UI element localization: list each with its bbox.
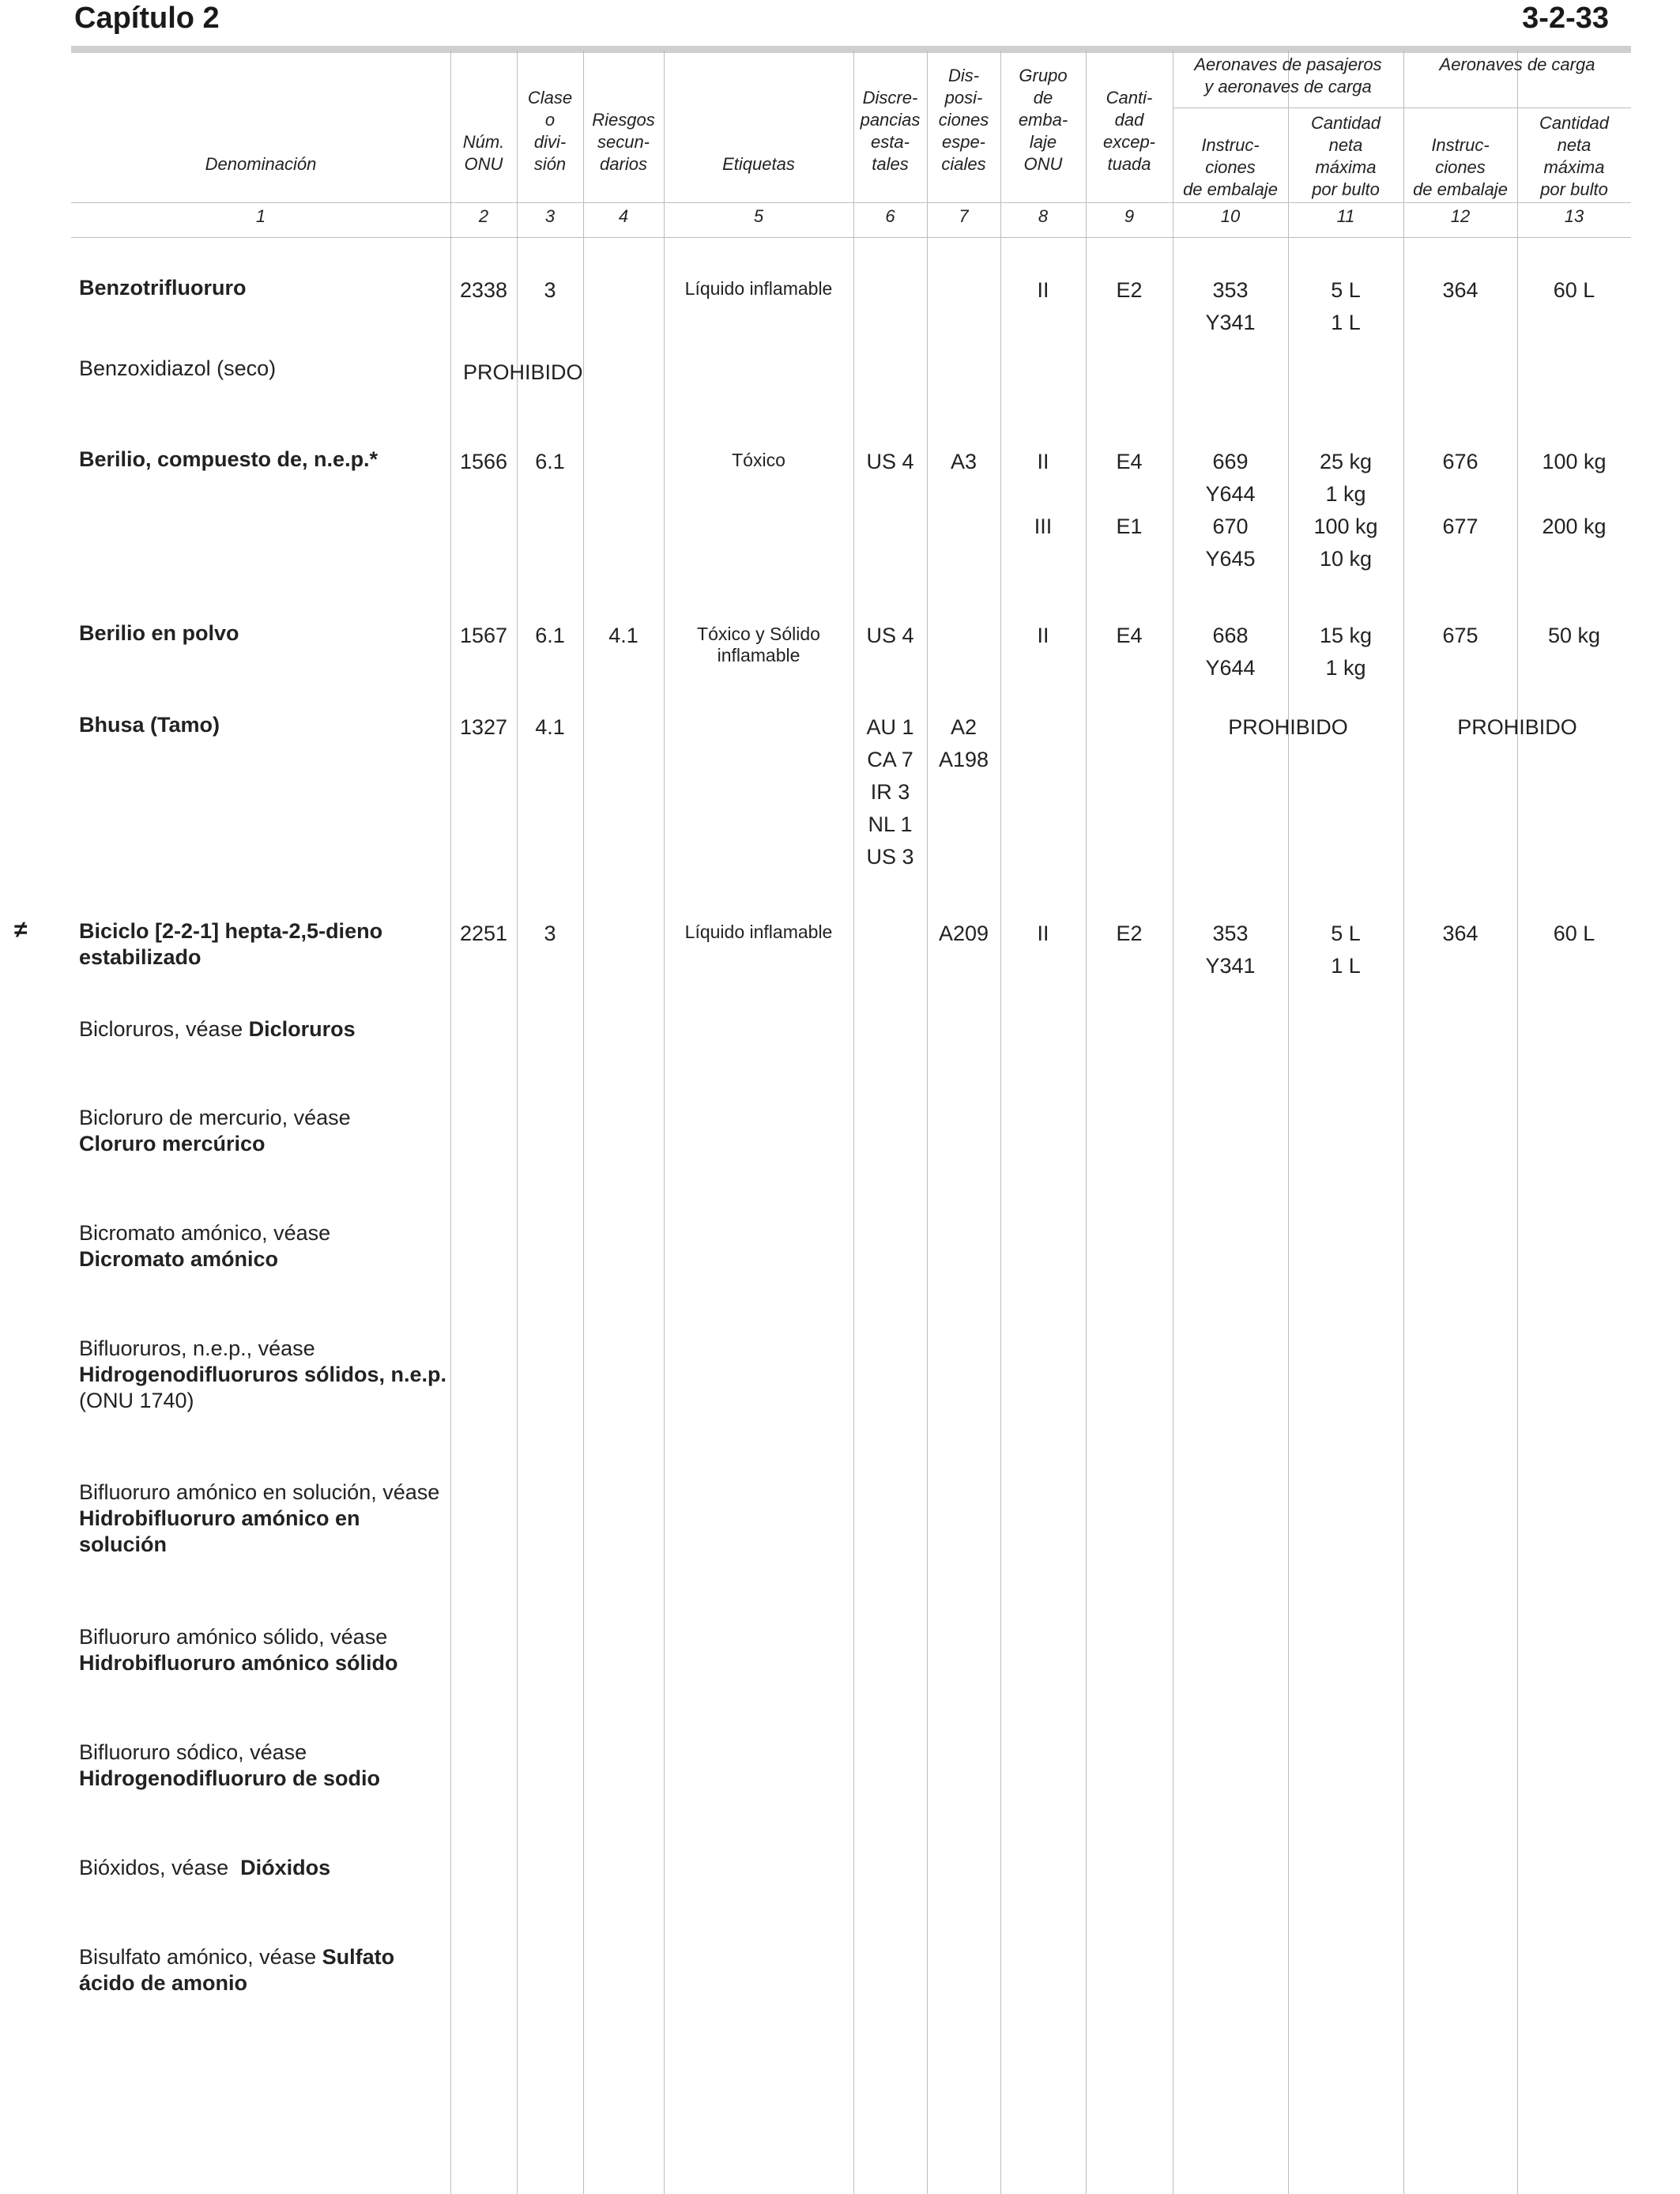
col-header-grupo: Grupo de emba- laje ONU (1018, 66, 1068, 174)
entry-name: Benzoxidiazol (seco) (79, 356, 277, 380)
col-number: 6 (885, 206, 895, 226)
cargo-prohibited-note: PROHIBIDO (1457, 715, 1577, 739)
col-number: 11 (1336, 206, 1355, 226)
pax-prohibited-note: PROHIBIDO (1228, 715, 1348, 739)
pax-packing-instruction: 669 Y644 670 Y645 (1205, 450, 1256, 571)
column-divider (1403, 51, 1404, 2194)
onu-number: 1566 (459, 450, 508, 473)
pax-packing-instruction: 353 Y341 (1205, 922, 1256, 978)
column-divider (853, 51, 854, 2194)
col-header-disposiciones: Dis- posi- ciones espe- ciales (938, 66, 989, 174)
labels-cell: Líquido inflamable (684, 922, 833, 942)
column-divider (1517, 51, 1518, 2194)
onu-number: 1567 (459, 624, 508, 647)
column-divider (664, 51, 665, 2194)
col-header-etiquetas: Etiquetas (722, 154, 795, 174)
labels-cell: Tóxico (732, 450, 785, 470)
pax-packing-instruction: 668 Y644 (1205, 624, 1256, 680)
cross-reference-entry: Bifluoruro sódico, véase Hidrogenodifluoruro de sodio (79, 1740, 380, 1790)
entry-name: Berilio, compuesto de, n.e.p.* (79, 447, 379, 471)
col-number: 13 (1564, 206, 1584, 226)
col-number: 8 (1038, 206, 1049, 226)
cargo-max-quantity: 100 kg 200 kg (1542, 450, 1607, 538)
col-header-clase: Clase o divi- sión (527, 88, 573, 174)
excepted-quantity: E4 (1116, 624, 1143, 647)
subsidiary-risk: 4.1 (608, 624, 638, 647)
special-provisions: A3 (950, 450, 977, 473)
special-provisions: A2 A198 (938, 715, 989, 771)
state-variations: US 4 (866, 450, 914, 473)
cargo-packing-instruction: 676 677 (1442, 450, 1478, 538)
header-divider (71, 237, 1631, 238)
cross-reference-entry: Bifluoruros, n.e.p., véase Hidrogenodifluoruros sólidos, n.e.p. (ONU 1740) (79, 1336, 446, 1412)
column-divider (1288, 51, 1289, 2194)
special-provisions: A209 (938, 922, 989, 945)
class-division: 6.1 (535, 624, 565, 647)
col-header-cantmax-pax: Cantidad neta máxima por bulto (1310, 113, 1381, 199)
column-divider (1086, 51, 1087, 2194)
col-header-instrucciones-cargo: Instruc- ciones de embalaje (1413, 135, 1508, 199)
col-number: 5 (753, 206, 764, 226)
col-header-cantmax-cargo: Cantidad neta máxima por bulto (1539, 113, 1610, 199)
excepted-quantity: E2 (1116, 922, 1143, 945)
excepted-quantity: E2 (1116, 278, 1143, 302)
pax-max-quantity: 5 L 1 L (1331, 922, 1361, 978)
cross-reference-entry: Bicromato amónico, véase Dicromato amónico (79, 1221, 331, 1271)
class-division: 3 (544, 922, 556, 945)
col-number: 7 (959, 206, 969, 226)
entry-name: Benzotrifluoruro (79, 276, 247, 300)
packing-group: II (1037, 624, 1049, 647)
class-division: 4.1 (535, 715, 565, 739)
labels-cell: Líquido inflamable (684, 278, 833, 299)
pax-max-quantity: 5 L 1 L (1331, 278, 1361, 334)
col-number: 12 (1450, 206, 1471, 226)
col-header-discrepancias: Discre- pancias esta- tales (860, 88, 921, 174)
cross-reference-entry: Bifluoruro amónico en solución, véase Hidrobifluoruro amónico en solución (79, 1480, 440, 1556)
cross-reference-entry: Bióxidos, véase Dióxidos (79, 1856, 331, 1879)
header-subdivider (1173, 107, 1631, 108)
state-variations: US 4 (866, 624, 914, 647)
pax-max-quantity: 15 kg 1 kg (1319, 624, 1373, 680)
col-number: 2 (478, 206, 489, 226)
cargo-packing-instruction: 364 (1442, 922, 1478, 945)
onu-number: 2338 (459, 278, 508, 302)
cross-reference-entry: Bicloruro de mercurio, véase Cloruro mercúrico (79, 1106, 351, 1155)
change-marker: ≠ (14, 917, 28, 943)
onu-number: 2251 (459, 922, 508, 945)
col-header-instrucciones-pax: Instruc- ciones de embalaje (1183, 135, 1278, 199)
class-division: 3 (544, 278, 556, 302)
onu-number: 1327 (459, 715, 508, 739)
prohibited-note: PROHIBIDO (463, 360, 583, 384)
col-number: 10 (1220, 206, 1241, 226)
packing-group: II (1037, 922, 1049, 945)
entry-name: Bhusa (Tamo) (79, 713, 220, 737)
column-divider (1000, 51, 1001, 2194)
col-number: 9 (1124, 206, 1135, 226)
class-division: 6.1 (535, 450, 565, 473)
labels-cell: Tóxico y Sólido inflamable (697, 624, 820, 665)
col-header-carga: Aeronaves de carga (1439, 55, 1595, 74)
col-header-pasajeros: Aeronaves de pasajeros y aeronaves de carga (1194, 55, 1382, 96)
page-number: 3-2-33 (1522, 2, 1609, 35)
entry-name: Biciclo [2-2-1] hepta-2,5-dieno estabilizado (79, 919, 383, 969)
cross-reference-entry: Bicloruros, véase Dicloruros (79, 1017, 356, 1041)
cargo-packing-instruction: 675 (1442, 624, 1478, 647)
packing-group: II (1037, 278, 1049, 302)
col-number: 3 (544, 206, 556, 226)
column-divider (927, 51, 928, 2194)
cargo-max-quantity: 60 L (1553, 922, 1595, 945)
cross-reference-entry: Bisulfato amónico, véase Sulfato ácido de amonio (79, 1945, 395, 1995)
pax-packing-instruction: 353 Y341 (1205, 278, 1256, 334)
cargo-packing-instruction: 364 (1442, 278, 1478, 302)
col-number: 1 (255, 206, 266, 226)
column-divider (450, 51, 451, 2194)
col-header-riesgos: Riesgos secun- darios (592, 110, 655, 174)
header-divider (71, 202, 1631, 203)
pax-max-quantity: 25 kg 1 kg 100 kg 10 kg (1313, 450, 1378, 571)
state-variations: AU 1 CA 7 IR 3 NL 1 US 3 (866, 715, 914, 869)
cargo-max-quantity: 50 kg (1547, 624, 1601, 647)
col-header-onu: Núm. ONU (462, 132, 505, 174)
entry-name: Berilio en polvo (79, 621, 239, 645)
header-rule (71, 46, 1631, 53)
packing-group: II III (1034, 450, 1053, 538)
cross-reference-entry: Bifluoruro amónico sólido, véase Hidrobifluoruro amónico sólido (79, 1625, 398, 1675)
col-header-cantidad: Canti- dad excep- tuada (1102, 88, 1156, 174)
excepted-quantity: E4 E1 (1116, 450, 1143, 538)
col-header-denominacion: Denominación (205, 154, 317, 174)
cargo-max-quantity: 60 L (1553, 278, 1595, 302)
chapter-title: Capítulo 2 (74, 2, 220, 35)
col-number: 4 (618, 206, 629, 226)
